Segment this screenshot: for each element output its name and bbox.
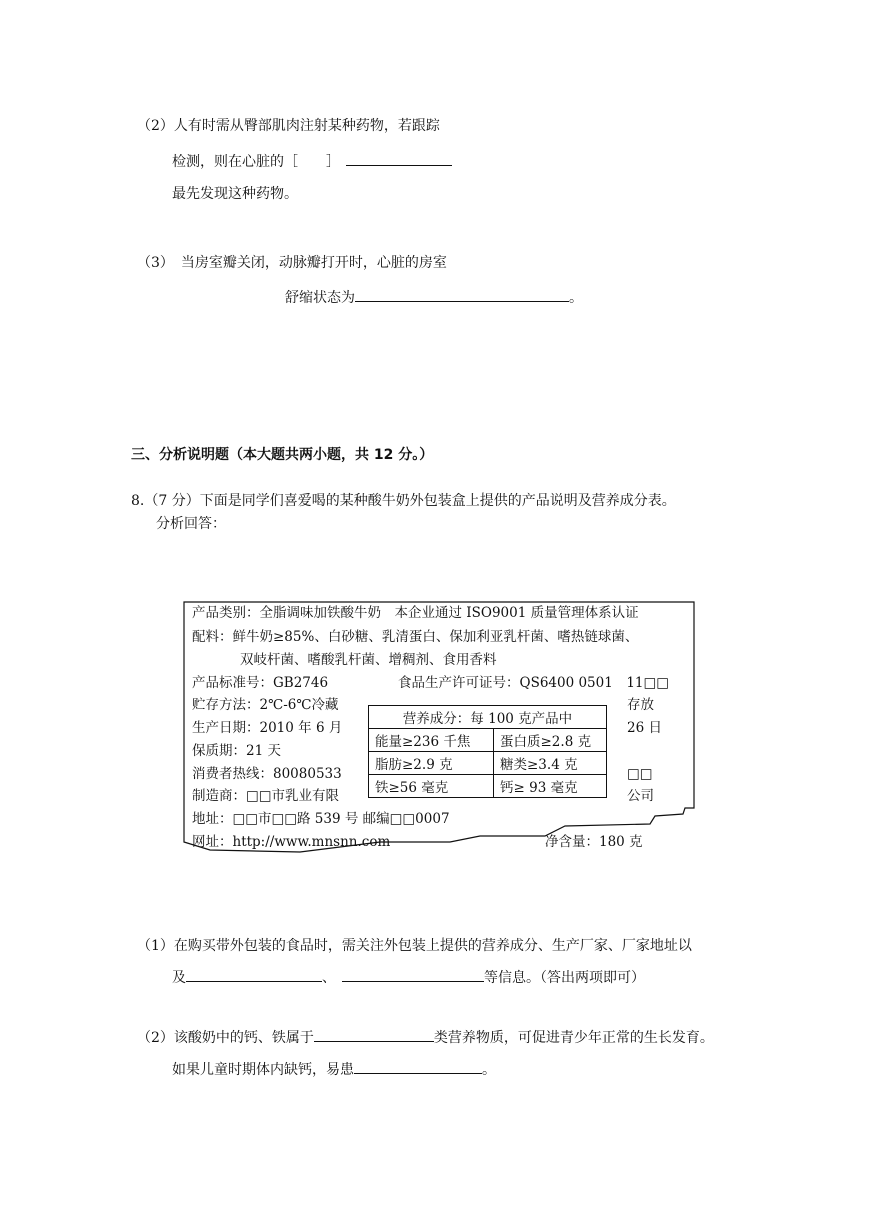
q2-line2-text-b: ］ [326, 154, 340, 170]
q8-line2: 分析回答： [156, 516, 226, 532]
nutrition-cell: 钙≥ 93 毫克 [494, 775, 607, 798]
q2-line1: （2）人有时需从臀部肌肉注射某种药物，若跟踪 [137, 118, 440, 134]
q8-1-line2 [172, 967, 645, 987]
nutrition-header: 营养成分：每 100 克产品中 [369, 706, 607, 729]
nutrition-cell: 能量≥236 千焦 [369, 729, 494, 752]
q8-2-text-c: 如果儿童时期体内缺钙，易患 [172, 1062, 354, 1078]
q2-answer-blank[interactable] [346, 151, 452, 166]
label-standard: 产品标准号：GB2746 [192, 675, 329, 691]
label-manufacturer: 制造商：□□市乳业有限 [192, 788, 340, 804]
q8-line1: 8.（7 分）下面是同学们喜爱喝的某种酸牛奶外包装盒上提供的产品说明及营养成分表。 [131, 493, 676, 509]
label-storage-right: 存放 [627, 697, 654, 713]
label-production-date: 生产日期：2010 年 6 月 [192, 720, 343, 736]
label-address: 地址：□□市□□路 539 号 邮编□□0007 [192, 811, 450, 827]
q8-2-line2 [172, 1059, 496, 1079]
q3-answer-blank[interactable] [355, 287, 569, 302]
section-title: 三、分析说明题（本大题共两小题，共 12 分。） [131, 447, 434, 463]
nutrition-cell: 蛋白质≥2.8 克 [494, 729, 607, 752]
nutrition-header-row [369, 706, 607, 729]
q8-1-text-b: 、 [322, 970, 336, 986]
nutrition-table [368, 705, 607, 798]
label-ingredients-1: 配料：鲜牛奶≥85%、白砂糖、乳清蛋白、保加利亚乳杆菌、嗜热链球菌、 [192, 629, 639, 645]
label-production-right: 26 日 [627, 720, 662, 736]
nutrition-row [369, 752, 607, 775]
label-net-weight: 净含量：180 克 [545, 834, 643, 850]
q2-line2 [172, 151, 452, 171]
q8-2-answer-blank-2[interactable] [354, 1059, 482, 1074]
q8-1-line1: （1）在购买带外包装的食品时，需关注外包装上提供的营养成分、生产厂家、厂家地址以 [137, 938, 692, 954]
q2-line3: 最先发现这种药物。 [172, 186, 298, 202]
q8-1-answer-blank-1[interactable] [186, 967, 322, 982]
label-hotline-right: □□ [627, 766, 653, 782]
label-hotline: 消费者热线：80080533 [192, 766, 342, 782]
q8-1-text-c: 等信息。（答出两项即可） [484, 970, 645, 986]
nutrition-row [369, 729, 607, 752]
label-category: 产品类别：全脂调味加铁酸牛奶 本企业通过 ISO9001 质量管理体系认证 [192, 605, 639, 621]
q2-line2-text-a: 检测，则在心脏的［ [172, 154, 298, 170]
q3-line2 [285, 287, 583, 307]
q8-2-answer-blank-1[interactable] [314, 1027, 434, 1042]
label-shelf-life: 保质期：21 天 [192, 743, 281, 759]
q8-1-answer-blank-2[interactable] [342, 967, 484, 982]
q8-2-line1 [137, 1027, 714, 1047]
q3-line1: （3） 当房室瓣关闭，动脉瓣打开时，心脏的房室 [137, 255, 447, 271]
label-website: 网址：http://www.mnsnn.com [192, 834, 391, 850]
nutrition-cell: 脂肪≥2.9 克 [369, 752, 494, 775]
q8-2-text-a: （2）该酸奶中的钙、铁属于 [137, 1030, 314, 1046]
q8-2-text-b: 类营养物质，可促进青少年正常的生长发育。 [433, 1030, 714, 1046]
q8-1-text-a: 及 [172, 970, 186, 986]
nutrition-row [369, 775, 607, 798]
label-storage: 贮存方法：2℃-6℃冷藏 [192, 697, 339, 713]
label-ingredients-2: 双岐杆菌、嗜酸乳杆菌、增稠剂、食用香料 [240, 652, 497, 668]
q3-line2-end: 。 [569, 290, 583, 306]
label-license: 食品生产许可证号：QS6400 0501 11□□ [398, 675, 670, 691]
q8-2-text-d: 。 [482, 1062, 496, 1078]
label-manufacturer-right: 公司 [627, 788, 654, 804]
q3-line2-text: 舒缩状态为 [285, 290, 355, 306]
nutrition-cell: 铁≥56 毫克 [369, 775, 494, 798]
nutrition-cell: 糖类≥3.4 克 [494, 752, 607, 775]
